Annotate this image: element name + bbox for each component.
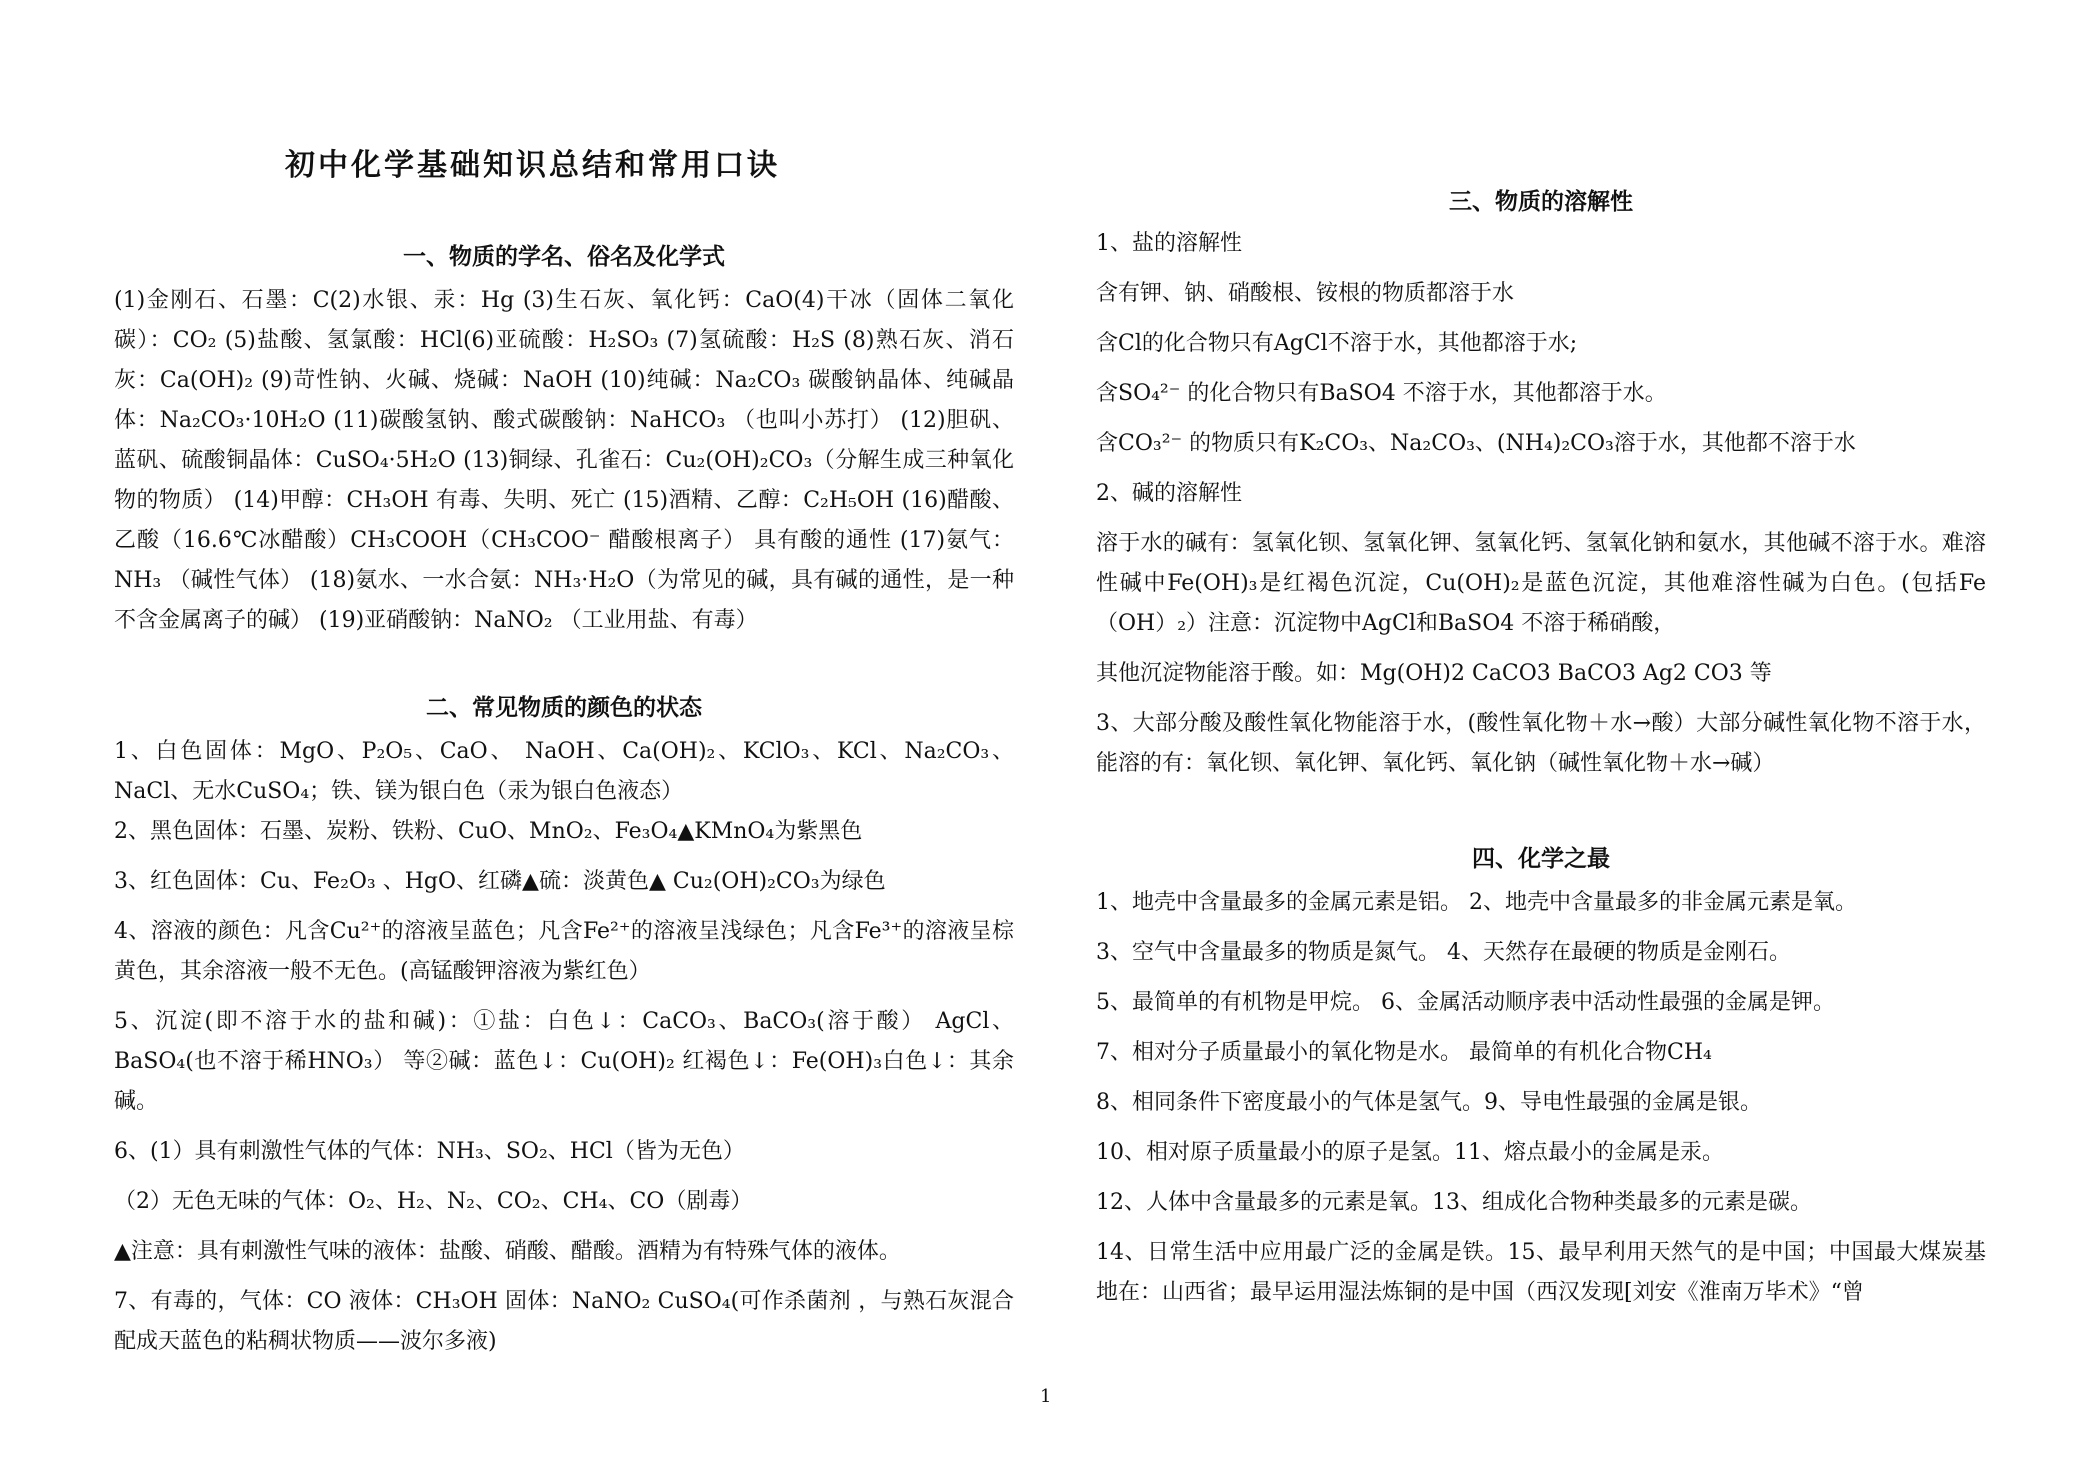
section-2-item: （2）无色无味的气体：O₂、H₂、N₂、CO₂、CH₄、CO（剧毒）: [114, 1189, 753, 1214]
section-3-item: 含SO₄²⁻ 的化合物只有BaSO4 不溶于水，其他都溶于水。: [1096, 381, 1667, 406]
section-3-item: 含有钾、钠、硝酸根、铵根的物质都溶于水: [1096, 281, 1515, 306]
section-2-item: 3、红色固体：Cu、Fe₂O₃ 、HgO、红磷▲硫：淡黄色▲ Cu₂(OH)₂CO₃为绿色: [114, 869, 886, 894]
section-4-item: 5、最简单的有机物是甲烷。 6、金属活动顺序表中活动性最强的金属是钾。: [1096, 990, 1835, 1015]
section-2-heading: 二、常见物质的颜色的状态: [426, 694, 702, 721]
section-2-item: 7、有毒的，气体：CO 液体：CH₃OH 固体：NaNO₂ CuSO₄(可作杀菌剂 ，与熟石灰混合配成天蓝色的粘稠状物质——波尔多液): [114, 1289, 1014, 1354]
section-3-item: 1、盐的溶解性: [1096, 231, 1242, 256]
left-column: [114, 238, 1014, 1362]
section-2-item: 2、黑色固体：石墨、炭粉、铁粉、CuO、MnO₂、Fe₃O₄▲KMnO₄为紫黑色: [114, 819, 863, 844]
section-4-item: 10、相对原子质量最小的原子是氢。11、熔点最小的金属是汞。: [1096, 1140, 1724, 1165]
page-number: 1: [1040, 1386, 1052, 1407]
section-4-item: 8、相同条件下密度最小的气体是氢气。9、导电性最强的金属是银。: [1096, 1090, 1762, 1115]
section-2-item: 1、白色固体：MgO、P₂O₅、CaO、 NaOH、Ca(OH)₂、KClO₃、KCl、Na₂CO₃、NaCl、无水CuSO₄；铁、镁为银白色（汞为银白色液态）: [114, 739, 1014, 804]
section-4-item: 7、相对分子质量最小的氧化物是水。 最简单的有机化合物CH₄: [1096, 1040, 1712, 1065]
section-3-item: 3、大部分酸及酸性氧化物能溶于水，(酸性氧化物＋水→酸）大部分碱性氧化物不溶于水，能溶的有：氧化钡、氧化钾、氧化钙、氧化钠（碱性氧化物＋水→碱）: [1096, 711, 1986, 776]
section-1-body: (1)金刚石、石墨：C(2)水银、汞：Hg (3)生石灰、氧化钙：CaO(4)干冰（固体二氧化碳）：CO₂ (5)盐酸、氢氯酸：HCl(6)亚硫酸：H₂SO₃ (7)氢硫酸：H₂S (8)熟石灰、消石灰：Ca(OH)₂ (9)苛性钠、火碱、烧碱：NaOH (10)纯碱：Na₂CO₃ 碳酸钠晶体、纯碱晶体：Na₂CO₃·10H₂O (11)碳酸氢钠、酸式碳酸钠：NaHCO₃ （也叫小苏打） (12)胆矾、蓝矾、硫酸铜晶体：CuSO₄·5H₂O (13)铜绿、孔雀石：Cu₂(OH)₂CO₃（分解生成三种氧化物的物质） (14)甲醇：CH₃OH 有毒、失明、死亡 (15)酒精、乙醇：C₂H₅OH (16)醋酸、乙酸（16.6℃冰醋酸）CH₃COOH（CH₃COO⁻ 醋酸根离子） 具有酸的通性 (17)氨气：NH₃ （碱性气体） (18)氨水、一水合氨：NH₃·H₂O（为常见的碱，具有碱的通性，是一种不含金属离子的碱） (19)亚硝酸钠：NaNO₂ （工业用盐、有毒）: [114, 288, 1014, 633]
section-4-item: 3、空气中含量最多的物质是氮气。 4、天然存在最硬的物质是金刚石。: [1096, 940, 1791, 965]
right-column: [1096, 183, 1986, 1313]
document-title: 初中化学基础知识总结和常用口诀: [285, 148, 780, 183]
section-2-item: ▲注意：具有刺激性气味的液体：盐酸、硝酸、醋酸。酒精为有特殊气体的液体。: [114, 1239, 901, 1264]
section-4-item: 14、日常生活中应用最广泛的金属是铁。15、最早利用天然气的是中国；中国最大煤炭基地在：山西省；最早运用湿法炼铜的是中国（西汉发现[刘安《淮南万毕术》“曾: [1096, 1240, 1986, 1305]
section-4-item: 12、人体中含量最多的元素是氧。13、组成化合物种类最多的元素是碳。: [1096, 1190, 1812, 1215]
section-4-item: 1、地壳中含量最多的金属元素是铝。 2、地壳中含量最多的非金属元素是氧。: [1096, 890, 1857, 915]
section-3-item: 2、碱的溶解性: [1096, 481, 1242, 506]
section-2-item: 4、溶液的颜色：凡含Cu²⁺的溶液呈蓝色；凡含Fe²⁺的溶液呈浅绿色；凡含Fe³⁺的溶液呈棕黄色，其余溶液一般不无色。(高锰酸钾溶液为紫红色）: [114, 919, 1014, 984]
section-4-heading: 四、化学之最: [1472, 845, 1610, 872]
section-3-item: 溶于水的碱有：氢氧化钡、氢氧化钾、氢氧化钙、氢氧化钠和氨水，其他碱不溶于水。难溶性碱中Fe(OH)₃是红褐色沉淀，Cu(OH)₂是蓝色沉淀，其他难溶性碱为白色。(包括Fe（OH）₂）注意：沉淀物中AgCl和BaSO4 不溶于稀硝酸，: [1096, 531, 1986, 636]
section-1-heading: 一、物质的学名、俗名及化学式: [403, 243, 725, 270]
section-3-item: 含CO₃²⁻ 的物质只有K₂CO₃、Na₂CO₃、(NH₄)₂CO₃溶于水，其他都不溶于水: [1096, 431, 1856, 456]
section-2-item: 5、沉淀(即不溶于水的盐和碱)：①盐：白色↓：CaCO₃、BaCO₃(溶于酸） AgCl、BaSO₄(也不溶于稀HNO₃） 等②碱：蓝色↓：Cu(OH)₂ 红褐色↓：Fe(OH)₃白色↓：其余碱。: [114, 1009, 1014, 1114]
section-3-item: 含Cl的化合物只有AgCl不溶于水，其他都溶于水;: [1096, 331, 1578, 356]
section-2-item: 6、(1）具有刺激性气体的气体：NH₃、SO₂、HCl（皆为无色）: [114, 1139, 745, 1164]
section-3-item: 其他沉淀物能溶于酸。如：Mg(OH)2 CaCO3 BaCO3 Ag2 CO3 等: [1096, 661, 1772, 686]
section-3-heading: 三、物质的溶解性: [1449, 188, 1633, 215]
